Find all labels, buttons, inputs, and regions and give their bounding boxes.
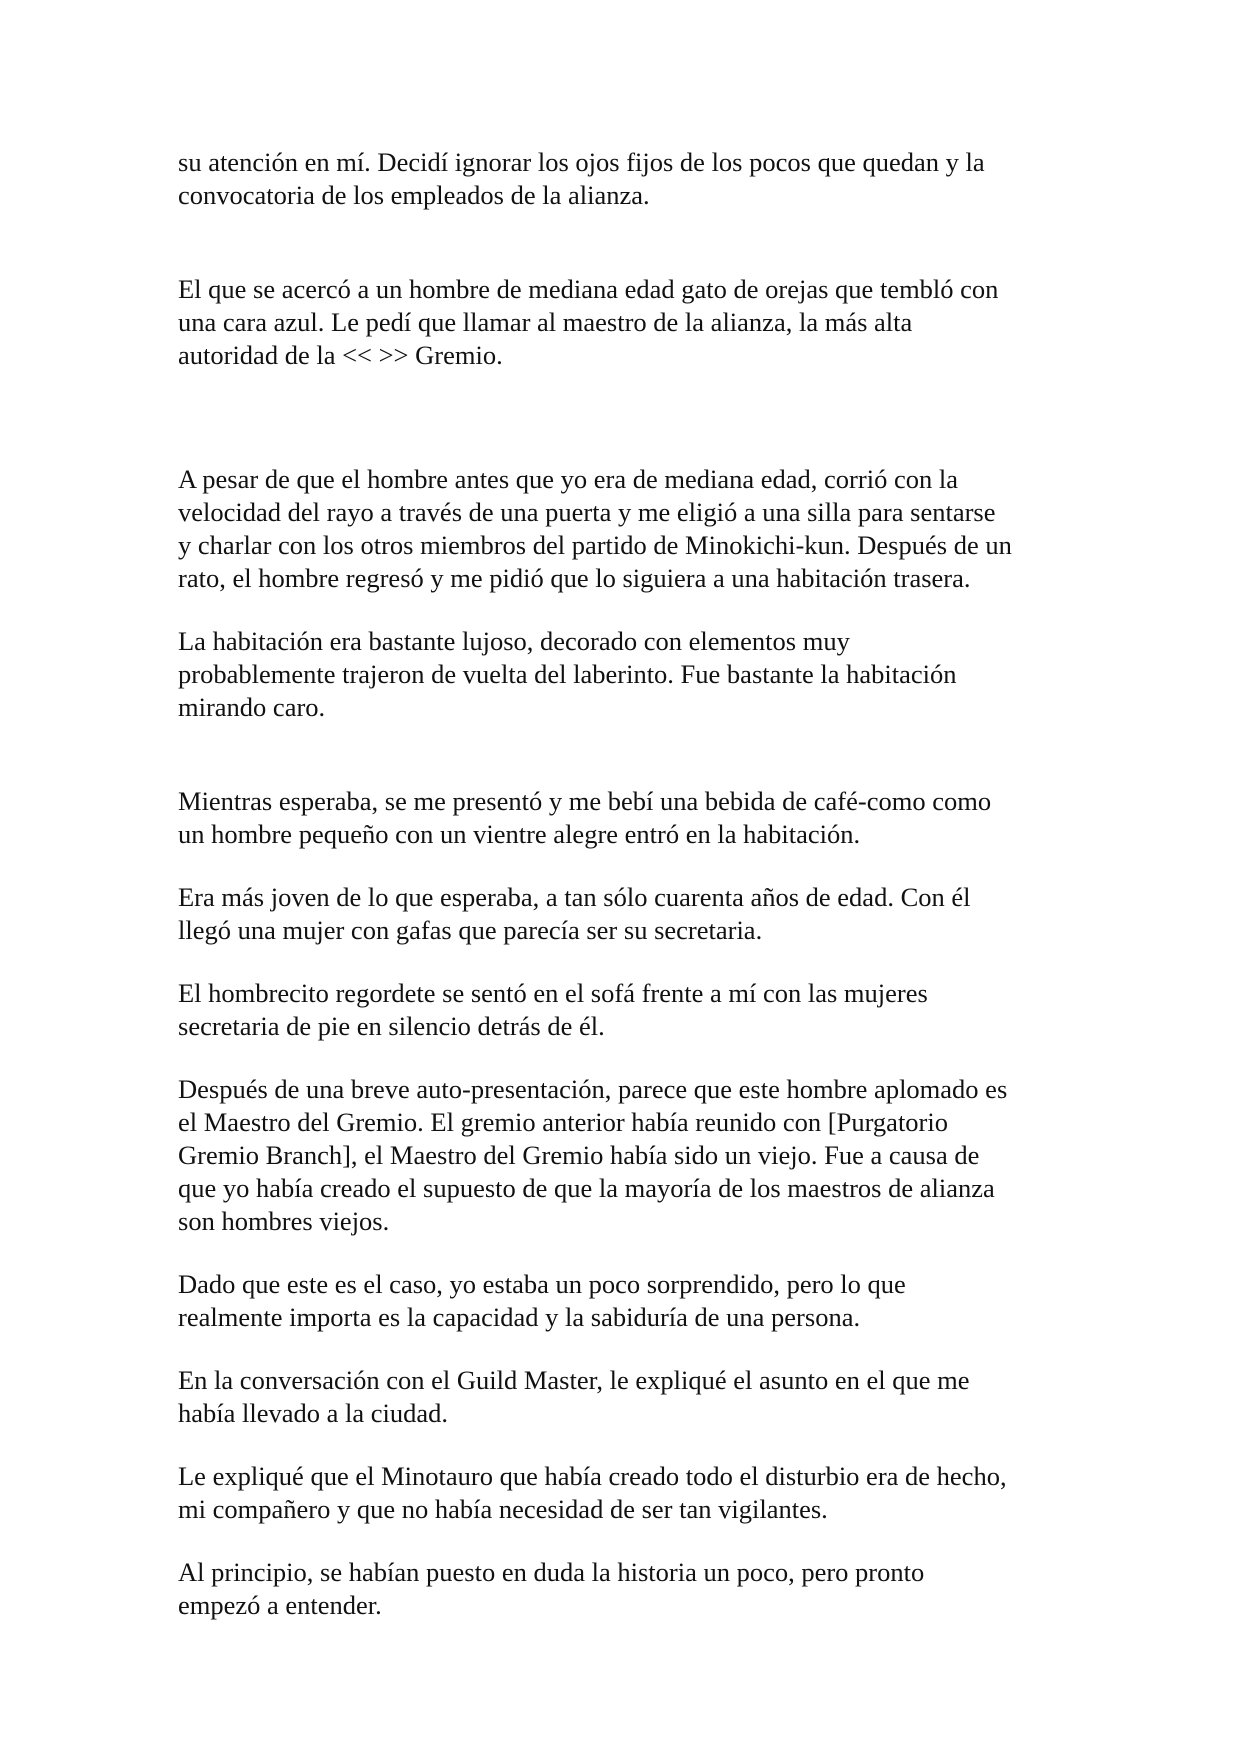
paragraph-8: Después de una breve auto-presentación, parece que este hombre aplomado es el Maestro del Gremio. El gremio anterior había reunido con [Purgatorio Gremio Branch], el Maestro del Gremio había sido un viejo. Fue a causa de que yo había creado el supuesto de que la mayoría de los maestros de alianza son hombres viejos. (178, 1074, 1008, 1236)
paragraph-6: Era más joven de lo que esperaba, a tan sólo cuarenta años de edad. Con él llegó una mujer con gafas que parecía ser su secretaria. (178, 882, 971, 945)
paragraph-gap (178, 212, 1078, 273)
paragraph-gap (178, 851, 1078, 881)
paragraph-gap (178, 1043, 1078, 1073)
paragraph-gap (178, 1238, 1078, 1268)
paragraph-9: Dado que este es el caso, yo estaba un poco sorprendido, pero lo que realmente importa es la capacidad y la sabiduría de una persona. (178, 1269, 906, 1332)
paragraph-gap (178, 595, 1078, 625)
paragraph-11: Le expliqué que el Minotauro que había creado todo el disturbio era de hecho, mi compañero y que no había necesidad de ser tan vigilantes. (178, 1461, 1007, 1524)
paragraph-gap (178, 372, 1078, 463)
paragraph-gap (178, 1430, 1078, 1460)
paragraph-10: En la conversación con el Guild Master, le expliqué el asunto en el que me había llevado a la ciudad. (178, 1365, 970, 1428)
paragraph-gap (178, 724, 1078, 785)
paragraph-gap (178, 947, 1078, 977)
paragraph-5: Mientras esperaba, se me presentó y me bebí una bebida de café-como como un hombre pequeño con un vientre alegre entró en la habitación. (178, 786, 992, 849)
paragraph-2: El que se acercó a un hombre de mediana edad gato de orejas que tembló con una cara azul. Le pedí que llamar al maestro de la alianza, la más alta autoridad de la << >> Gremio. (178, 274, 999, 370)
paragraph-gap (178, 1334, 1078, 1364)
paragraph-7: El hombrecito regordete se sentó en el sofá frente a mí con las mujeres secretaria de pie en silencio detrás de él. (178, 978, 928, 1041)
paragraph-12: Al principio, se habían puesto en duda la historia un poco, pero pronto empezó a entender. (178, 1557, 925, 1620)
paragraph-3: A pesar de que el hombre antes que yo era de mediana edad, corrió con la velocidad del rayo a través de una puerta y me eligió a una silla para sentarse y charlar con los otros miembros del partido de Minokichi-kun. Después de un rato, el hombre regresó y me pidió que lo siguiera a una habitación trasera. (178, 464, 1012, 593)
body-text (178, 146, 1078, 1622)
paragraph-gap (178, 1526, 1078, 1556)
paragraph-1: su atención en mí. Decidí ignorar los ojos fijos de los pocos que quedan y la convocatoria de los empleados de la alianza. (178, 147, 985, 210)
paragraph-4: La habitación era bastante lujoso, decorado con elementos muy probablemente trajeron de vuelta del laberinto. Fue bastante la habitación mirando caro. (178, 626, 957, 722)
